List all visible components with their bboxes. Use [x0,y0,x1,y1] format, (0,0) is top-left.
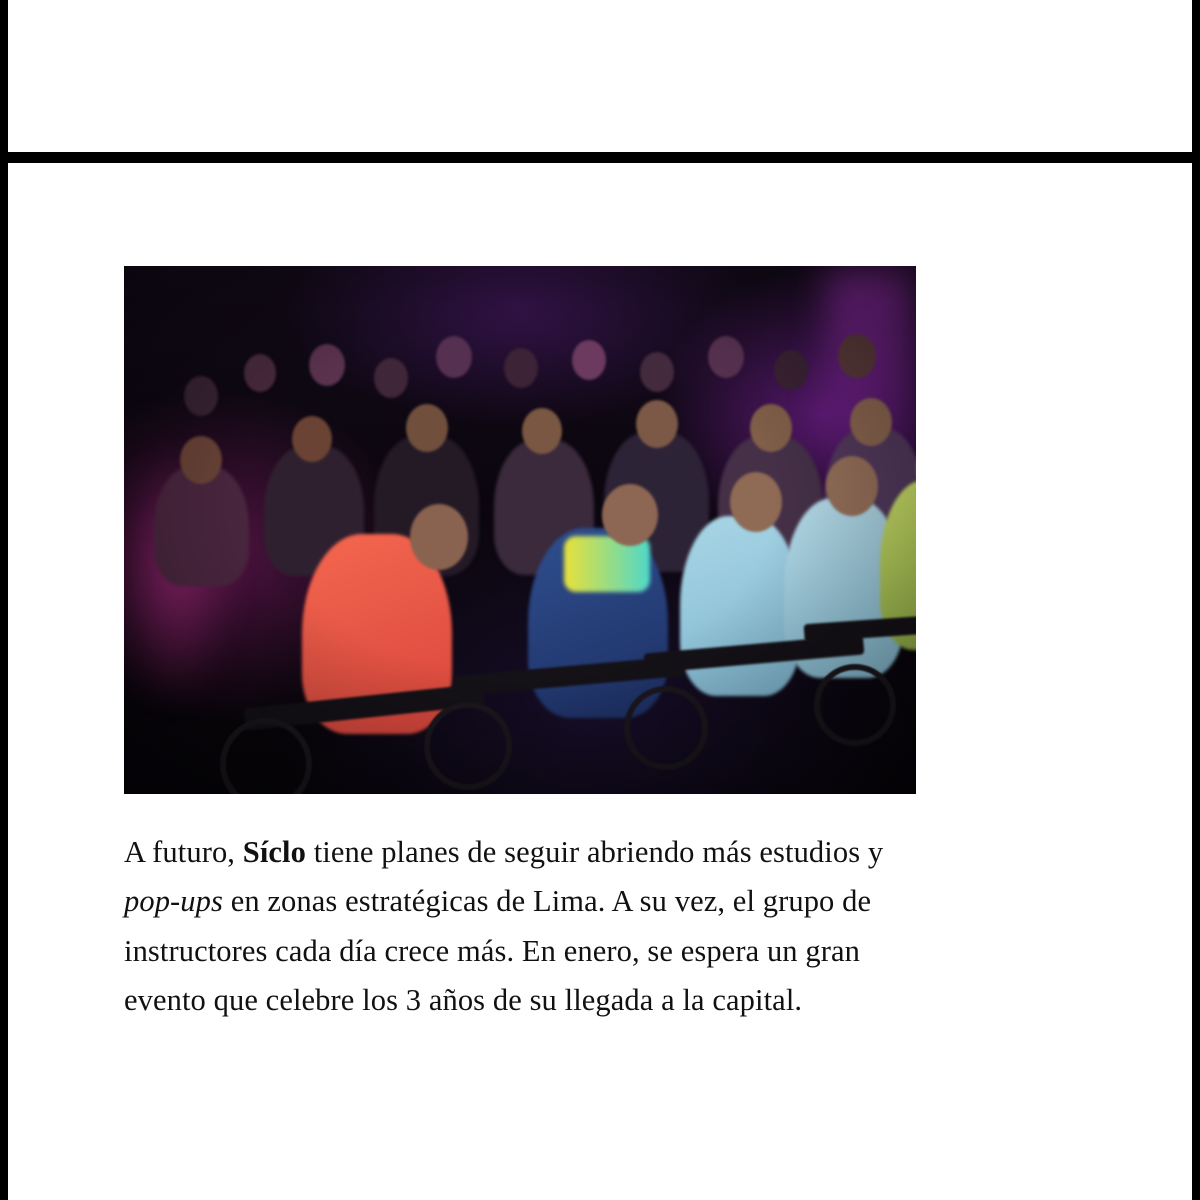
caption-brand-name: Síclo [242,835,306,869]
right-border-bar [1192,0,1200,1200]
article-image [124,266,916,794]
caption-emphasis-popups: pop-ups [124,884,223,919]
caption-part-1: A futuro, [124,835,243,869]
caption-part-2: tiene planes de seguir abriendo más estudios y [305,835,884,869]
article-content [124,266,916,1056]
horizontal-rule [0,152,1200,163]
spinning-class-photo [124,266,916,794]
caption-part-3: en zonas estratégicas de Lima. A su vez, el grupo de instructores cada día crece más. En enero, se espera un gran evento que celebre los 3 años de su llegada a la capital. [124,884,872,1018]
figure-caption [124,828,916,1026]
left-border-bar [0,0,8,1200]
